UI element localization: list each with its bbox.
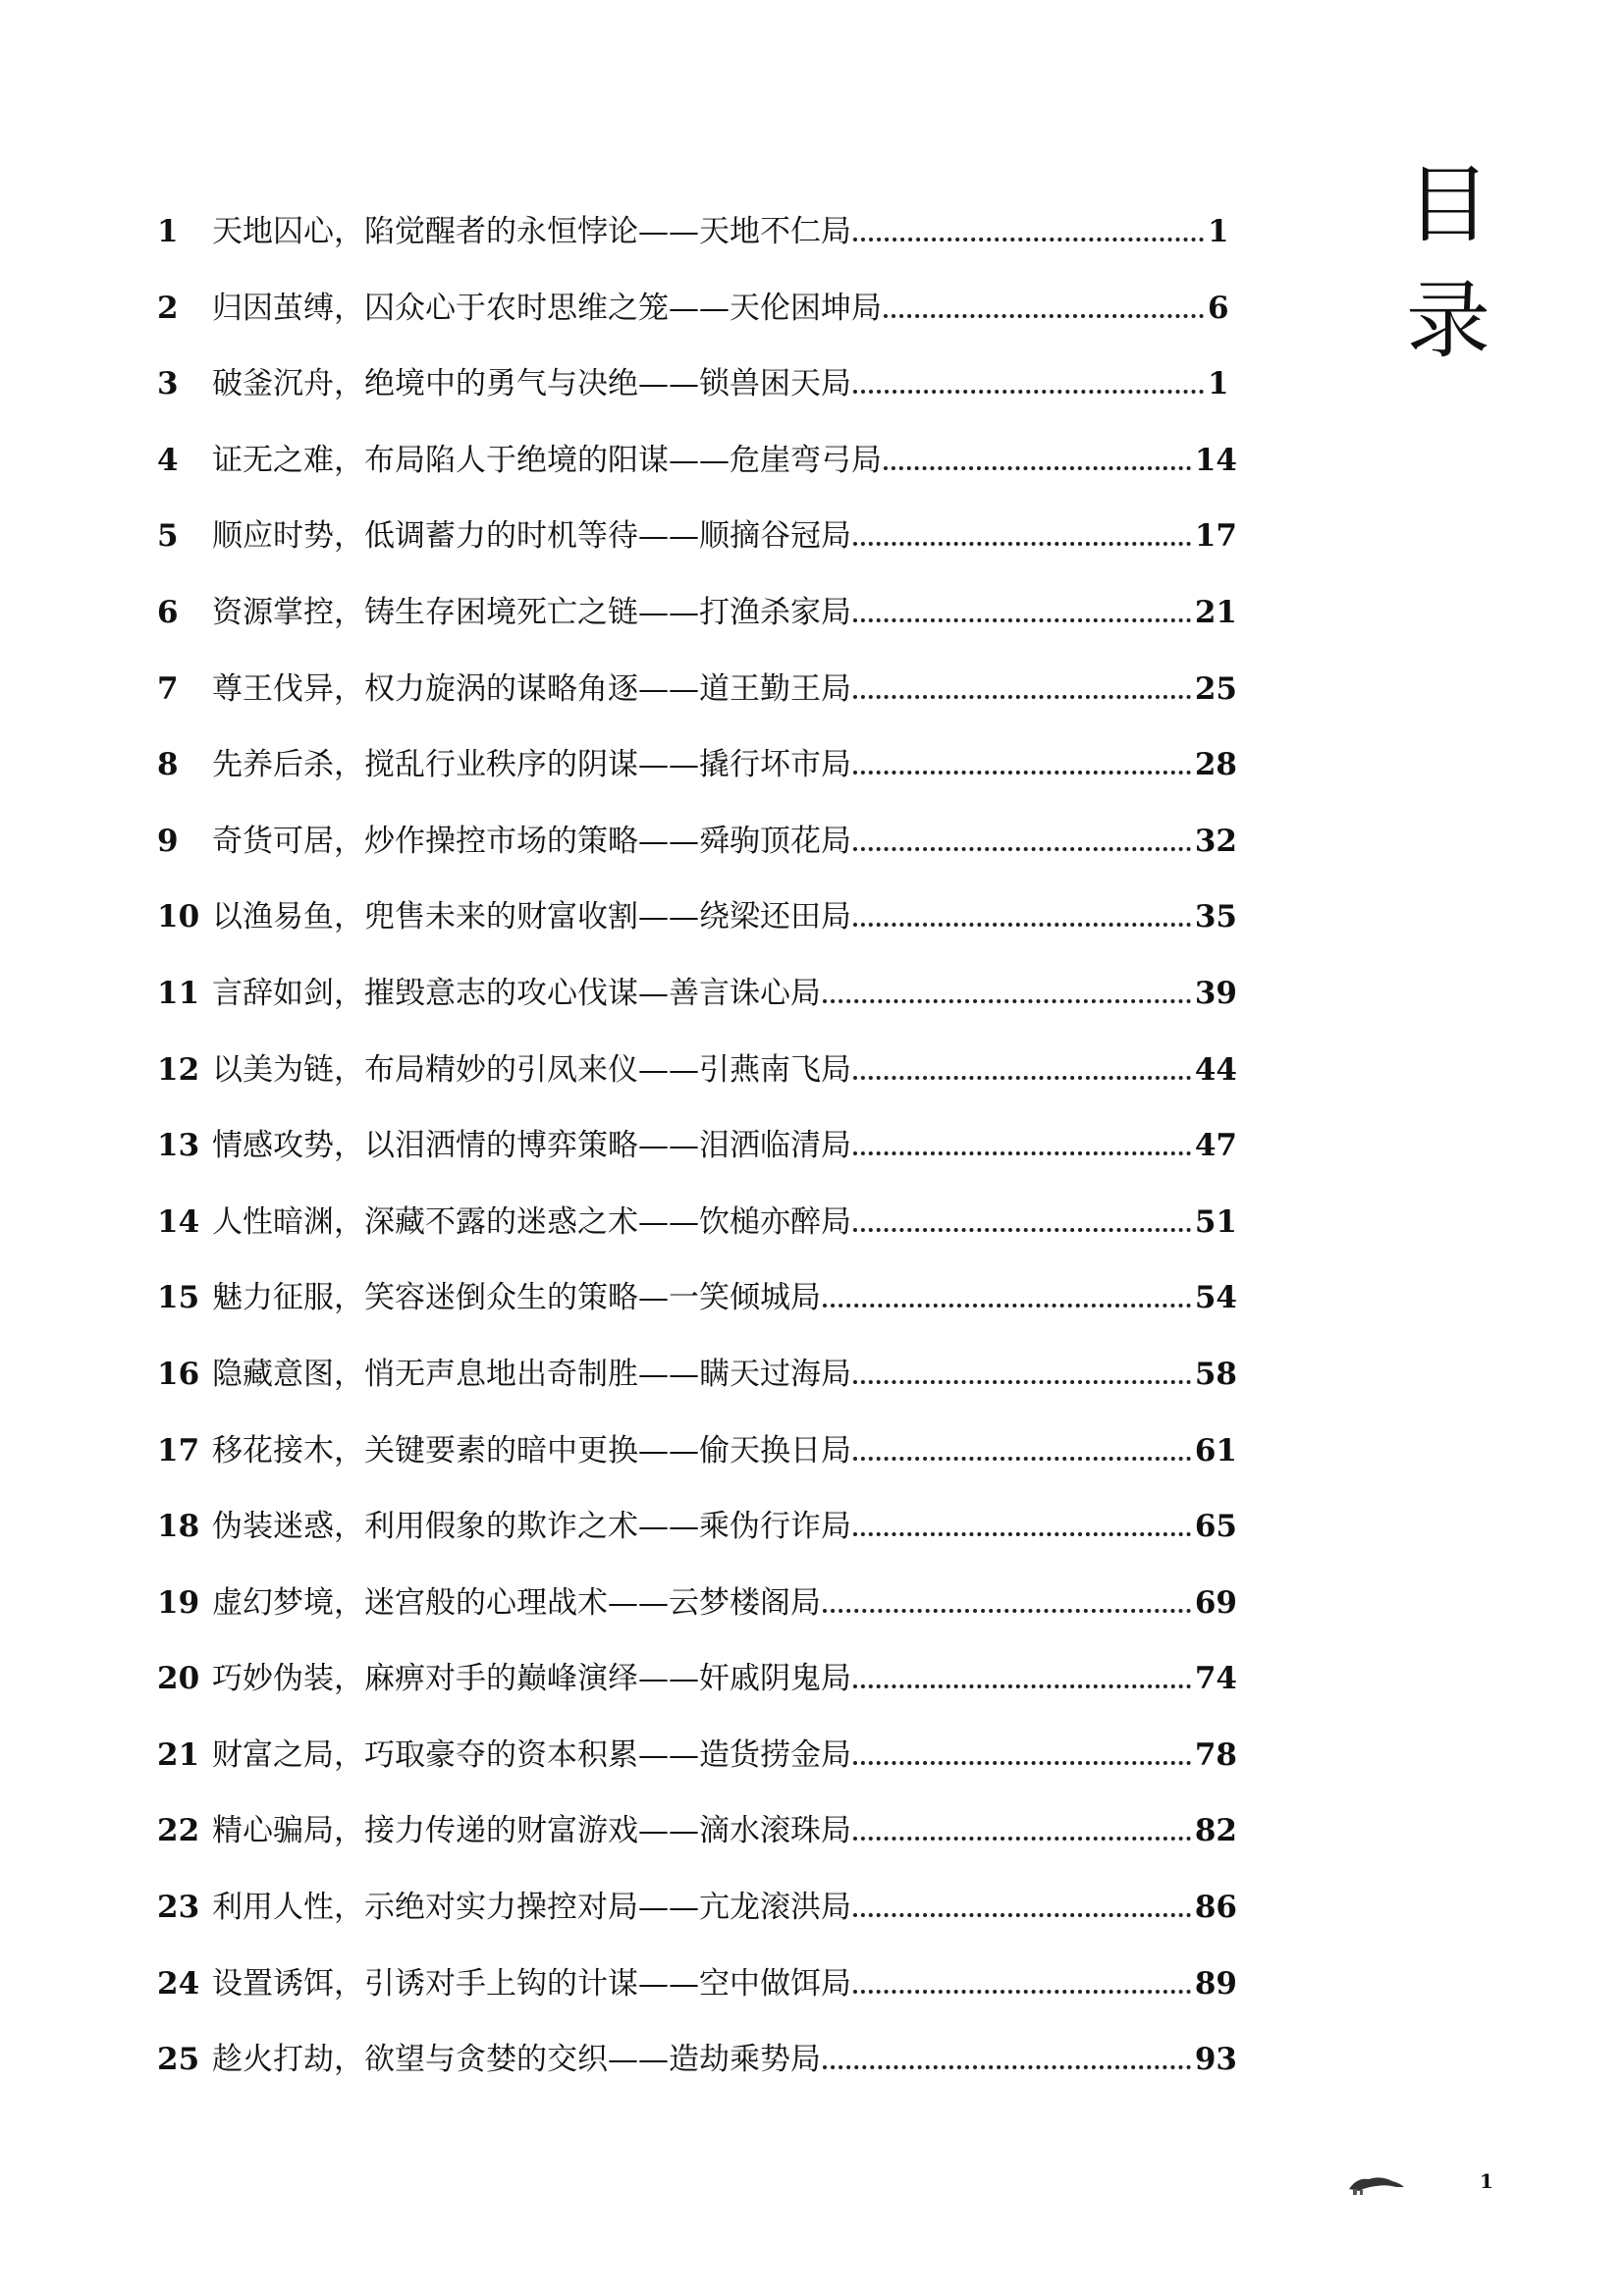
toc-entry-title: 证无之难，布局陷人于绝境的阳谋——危崖弯弓局 xyxy=(212,442,882,478)
toc-dot-leader xyxy=(853,1837,1191,1841)
toc-entry-number: 2 xyxy=(157,290,179,326)
toc-entry-title: 情感攻势，以泪洒情的博弈策略——泪洒临清局 xyxy=(212,1128,851,1164)
toc-entry-page: 35 xyxy=(1194,899,1237,935)
toc-dot-leader xyxy=(853,923,1191,927)
toc-entry-number: 21 xyxy=(157,1736,200,1773)
toc-entry[interactable] xyxy=(157,435,1237,511)
toc-entry-title: 隐藏意图，悄无声息地出奇制胜——瞒天过海局 xyxy=(212,1356,851,1392)
toc-dot-leader xyxy=(853,1151,1191,1155)
toc-entry[interactable] xyxy=(157,1730,1237,1806)
toc-entry[interactable] xyxy=(157,358,1237,435)
page-title xyxy=(1404,147,1492,379)
toc-entry-number: 6 xyxy=(157,594,179,630)
toc-entry-title: 以美为链，布局精妙的引凤来仪——引燕南飞局 xyxy=(212,1051,851,1088)
toc-dot-leader xyxy=(853,1684,1191,1688)
toc-entry[interactable] xyxy=(157,1120,1237,1197)
toc-entry[interactable] xyxy=(157,2034,1237,2110)
toc-entry-title: 精心骗局，接力传递的财富游戏——滴水滚珠局 xyxy=(212,1813,851,1849)
toc-entry[interactable] xyxy=(157,206,1237,283)
toc-entry-number: 20 xyxy=(157,1661,200,1697)
ink-mark-icon xyxy=(1347,2169,1406,2199)
toc-dot-leader xyxy=(853,1913,1191,1917)
toc-entry-title: 尊王伐异，权力旋涡的谋略角逐——道王勤王局 xyxy=(212,670,851,707)
toc-entry-title: 虚幻梦境，迷宫般的心理战术——云梦楼阁局 xyxy=(212,1584,821,1621)
toc-entry-title: 天地囚心，陷觉醒者的永恒悖论——天地不仁局 xyxy=(212,214,851,249)
toc-entry-number: 10 xyxy=(157,899,200,935)
toc-entry[interactable] xyxy=(157,1805,1237,1882)
toc-entry-number: 5 xyxy=(157,518,179,555)
toc-entry-page: 17 xyxy=(1194,518,1237,555)
toc-dot-leader xyxy=(853,1380,1191,1384)
toc-entry[interactable] xyxy=(157,1425,1237,1502)
toc-dot-leader xyxy=(853,542,1191,546)
page-title-char-2: 录 xyxy=(1406,272,1490,370)
toc-entry-title: 巧妙伪装，麻痹对手的巅峰演绎——奸戚阴鬼局 xyxy=(212,1661,851,1697)
toc-entry-page: 1 xyxy=(1208,366,1229,402)
toc-entry[interactable] xyxy=(157,1044,1237,1121)
toc-dot-leader xyxy=(853,1761,1191,1765)
page-title-char-1: 目 xyxy=(1406,156,1490,254)
toc-entry-number: 22 xyxy=(157,1813,200,1849)
toc-entry-page: 44 xyxy=(1194,1051,1237,1088)
toc-entry-page: 74 xyxy=(1194,1661,1237,1697)
toc-entry-title: 伪装迷惑，利用假象的欺诈之术——乘伪行诈局 xyxy=(212,1509,851,1545)
toc-entry-page: 28 xyxy=(1194,747,1237,783)
toc-entry-page: 58 xyxy=(1194,1356,1237,1392)
toc-entry-page: 61 xyxy=(1194,1432,1237,1468)
toc-entry-title: 归因茧缚，囚众心于农时思维之笼——天伦困坤局 xyxy=(212,290,882,326)
toc-entry-page: 82 xyxy=(1194,1813,1237,1849)
toc-entry-number: 24 xyxy=(157,1965,200,2002)
toc-entry[interactable] xyxy=(157,1958,1237,2035)
toc-entry-title: 破釜沉舟，绝境中的勇气与决绝——锁兽困天局 xyxy=(212,366,851,402)
toc-entry[interactable] xyxy=(157,816,1237,892)
toc-entry-number: 9 xyxy=(157,823,179,859)
table-of-contents xyxy=(157,206,1237,2110)
toc-dot-leader xyxy=(823,1304,1191,1308)
toc-entry-title: 趁火打劫，欲望与贪婪的交织——造劫乘势局 xyxy=(212,2042,821,2078)
toc-dot-leader xyxy=(823,1609,1191,1613)
toc-entry-number: 19 xyxy=(157,1584,200,1621)
toc-entry-title: 魅力征服，笑容迷倒众生的策略—一笑倾城局 xyxy=(212,1280,821,1316)
toc-entry-title: 利用人性，示绝对实力操控对局——亢龙滚洪局 xyxy=(212,1890,851,1926)
toc-entry-page: 89 xyxy=(1194,1965,1237,2002)
toc-dot-leader xyxy=(853,618,1191,622)
page-footer xyxy=(1347,2169,1504,2209)
toc-dot-leader xyxy=(853,1228,1191,1232)
toc-entry-title: 资源掌控，铸生存困境死亡之链——打渔杀家局 xyxy=(212,594,851,630)
toc-entry-page: 1 xyxy=(1208,214,1229,249)
toc-entry[interactable] xyxy=(157,510,1237,587)
toc-dot-leader xyxy=(853,771,1191,774)
toc-dot-leader xyxy=(823,2065,1191,2069)
toc-entry-page: 65 xyxy=(1194,1509,1237,1545)
toc-entry-title: 先养后杀，搅乱行业秩序的阴谋——撬行坏市局 xyxy=(212,747,851,783)
toc-entry-page: 54 xyxy=(1194,1280,1237,1316)
toc-entry-title: 顺应时势，低调蓄力的时机等待——顺摘谷冠局 xyxy=(212,518,851,555)
toc-dot-leader xyxy=(853,390,1204,394)
toc-entry-title: 以渔易鱼，兜售未来的财富收割——绕梁还田局 xyxy=(212,899,851,935)
toc-entry[interactable] xyxy=(157,1349,1237,1425)
toc-entry[interactable] xyxy=(157,1501,1237,1577)
toc-dot-leader xyxy=(884,314,1204,318)
toc-dot-leader xyxy=(853,1457,1191,1461)
toc-entry-title: 人性暗渊，深藏不露的迷惑之术——饮槌亦醉局 xyxy=(212,1203,851,1240)
toc-entry-number: 12 xyxy=(157,1051,200,1088)
toc-entry-number: 23 xyxy=(157,1890,200,1926)
toc-entry-number: 14 xyxy=(157,1203,200,1240)
toc-entry[interactable] xyxy=(157,587,1237,664)
toc-entry-page: 14 xyxy=(1194,442,1237,478)
toc-entry-number: 15 xyxy=(157,1280,200,1316)
toc-entry[interactable] xyxy=(157,1882,1237,1958)
toc-dot-leader xyxy=(853,238,1204,241)
toc-entry-number: 8 xyxy=(157,747,179,783)
toc-entry[interactable] xyxy=(157,1272,1237,1349)
toc-entry-number: 7 xyxy=(157,670,179,707)
toc-entry[interactable] xyxy=(157,739,1237,816)
toc-entry-page: 69 xyxy=(1194,1584,1237,1621)
toc-entry[interactable] xyxy=(157,1653,1237,1730)
toc-entry-title: 言辞如剑，摧毁意志的攻心伐谋—善言诛心局 xyxy=(212,975,821,1011)
toc-entry[interactable] xyxy=(157,664,1237,740)
toc-entry[interactable] xyxy=(157,891,1237,968)
toc-entry[interactable] xyxy=(157,968,1237,1044)
toc-entry-title: 设置诱饵，引诱对手上钩的计谋——空中做饵局 xyxy=(212,1965,851,2002)
toc-entry-number: 25 xyxy=(157,2042,200,2078)
toc-entry-title: 移花接木，关键要素的暗中更换——偷天换日局 xyxy=(212,1432,851,1468)
toc-dot-leader xyxy=(853,1990,1191,1994)
toc-entry-number: 3 xyxy=(157,366,179,402)
toc-entry[interactable] xyxy=(157,1577,1237,1654)
toc-entry-number: 1 xyxy=(157,214,179,249)
toc-entry-page: 93 xyxy=(1194,2042,1237,2078)
page-number: 1 xyxy=(1480,2169,1493,2193)
toc-dot-leader xyxy=(853,1532,1191,1536)
toc-entry-number: 17 xyxy=(157,1432,200,1468)
toc-dot-leader xyxy=(823,999,1191,1003)
toc-entry-title: 奇货可居，炒作操控市场的策略——舜驹顶花局 xyxy=(212,823,851,859)
toc-entry-title: 财富之局，巧取豪夺的资本积累——造货捞金局 xyxy=(212,1736,851,1773)
toc-dot-leader xyxy=(853,847,1191,851)
toc-entry[interactable] xyxy=(157,1197,1237,1273)
toc-entry-page: 25 xyxy=(1194,670,1237,707)
toc-entry-page: 21 xyxy=(1194,594,1237,630)
toc-entry[interactable] xyxy=(157,283,1237,359)
toc-entry-page: 47 xyxy=(1194,1128,1237,1164)
toc-entry-number: 13 xyxy=(157,1128,200,1164)
toc-entry-number: 11 xyxy=(157,975,200,1011)
toc-dot-leader xyxy=(853,1076,1191,1080)
toc-dot-leader xyxy=(853,695,1191,699)
toc-entry-page: 32 xyxy=(1194,823,1237,859)
toc-entry-page: 78 xyxy=(1194,1736,1237,1773)
toc-dot-leader xyxy=(884,466,1191,470)
toc-entry-page: 39 xyxy=(1194,975,1237,1011)
toc-entry-page: 86 xyxy=(1194,1890,1237,1926)
toc-entry-number: 16 xyxy=(157,1356,200,1392)
toc-entry-number: 4 xyxy=(157,442,179,478)
toc-entry-page: 6 xyxy=(1208,290,1229,326)
toc-entry-page: 51 xyxy=(1194,1203,1237,1240)
toc-entry-number: 18 xyxy=(157,1509,200,1545)
